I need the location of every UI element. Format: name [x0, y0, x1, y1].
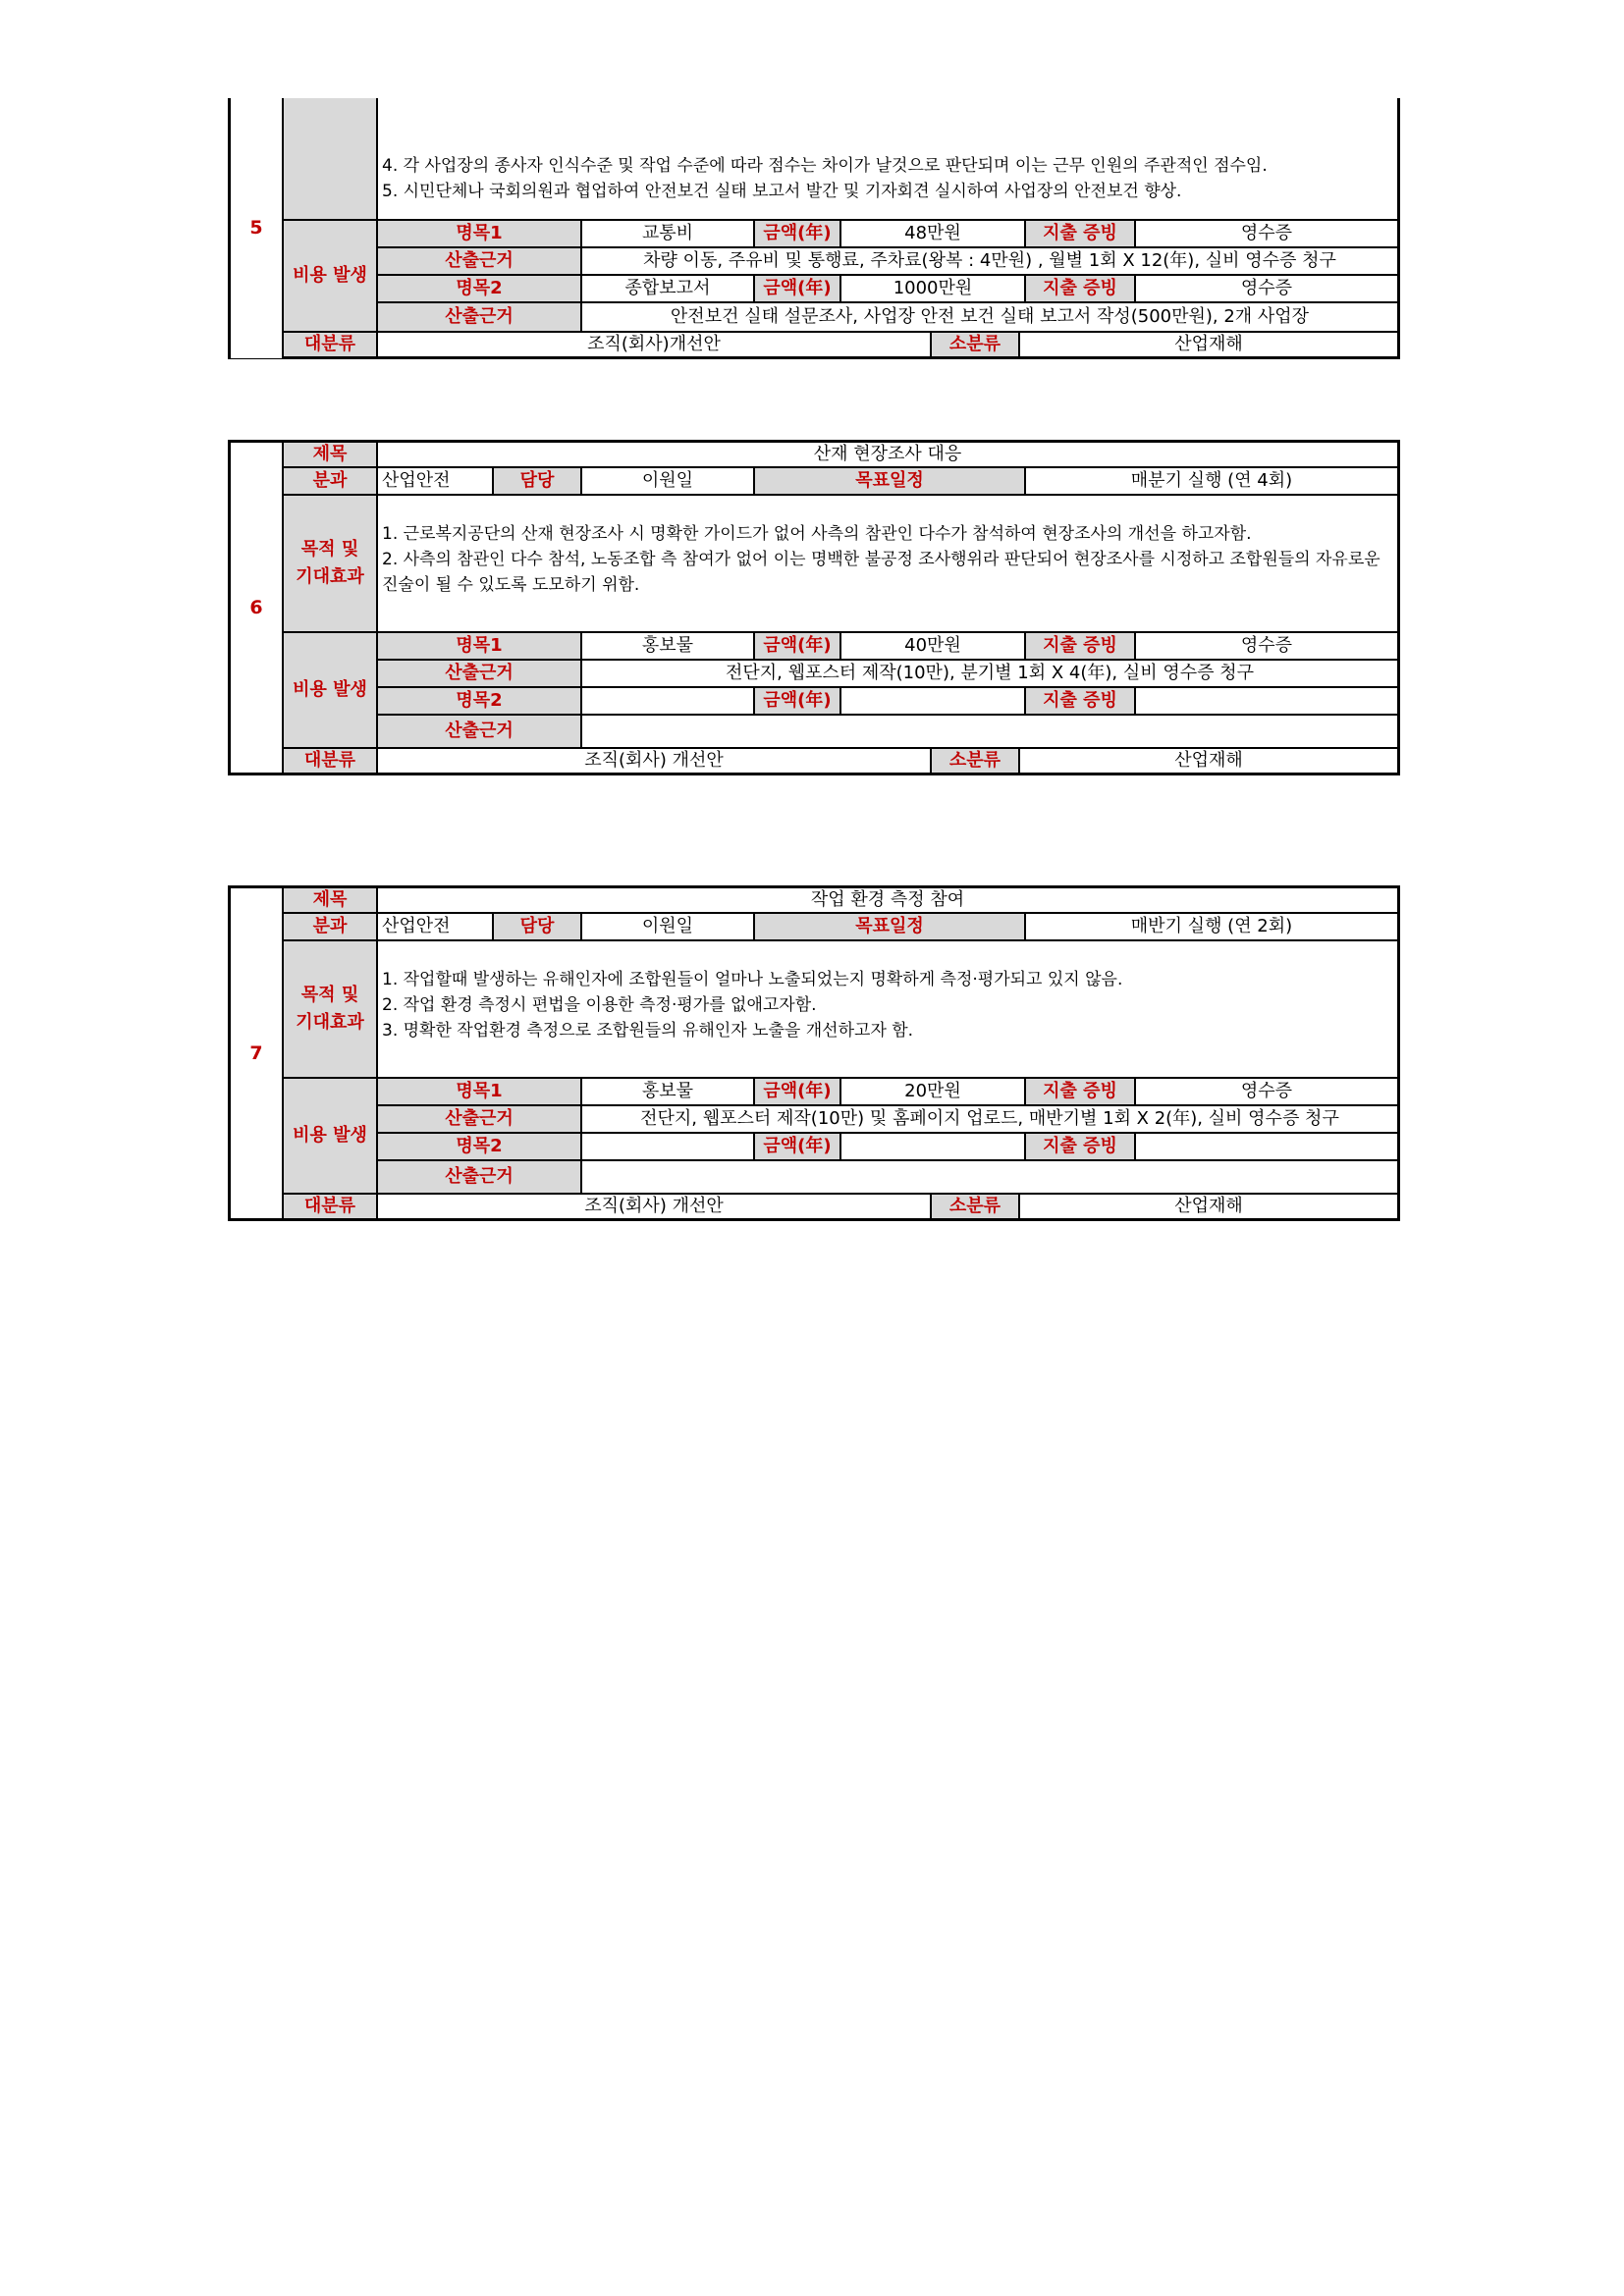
- purpose-text: [377, 940, 1400, 1078]
- amount2-label: 금액(年): [754, 687, 840, 715]
- basis2-value: [581, 715, 1400, 748]
- proof2-label: 지출 증빙: [1025, 687, 1135, 715]
- major-label: 대분류: [283, 1194, 377, 1221]
- basis2-label: 산출근거: [377, 1160, 581, 1194]
- purpose-label-cell: [283, 98, 377, 220]
- basis1-label: 산출근거: [377, 1105, 581, 1133]
- proof1-label: 지출 증빙: [1025, 220, 1135, 247]
- schedule-label: 목표일정: [754, 467, 1025, 495]
- dept-value: 산업안전: [377, 913, 493, 940]
- major-label: 대분류: [283, 332, 377, 359]
- item-block-6: [228, 440, 1400, 775]
- purpose-label: [283, 940, 377, 1078]
- amount1-label: 금액(年): [754, 632, 840, 660]
- proof2-value: [1135, 687, 1400, 715]
- item2-value: [581, 687, 754, 715]
- major-value: 조직(회사)개선안: [377, 332, 931, 359]
- item-block-7: [228, 885, 1400, 1221]
- proof1-value: 영수증: [1135, 632, 1400, 660]
- schedule-label: 목표일정: [754, 913, 1025, 940]
- amount2-label: 금액(年): [754, 275, 840, 302]
- cost-label: 비용 발생: [283, 220, 377, 332]
- item-number: 6: [228, 440, 283, 775]
- schedule-value: 매분기 실행 (연 4회): [1025, 467, 1400, 495]
- major-label: 대분류: [283, 748, 377, 775]
- purpose-line: 5. 시민단체나 국회의원과 협업하여 안전보건 실태 보고서 발간 및 기자회견 실시하여 사업장의 안전보건 향상.: [382, 182, 1182, 201]
- item1-value: 교통비: [581, 220, 754, 247]
- owner-label: 담당: [493, 913, 581, 940]
- basis1-label: 산출근거: [377, 660, 581, 687]
- basis1-value: 차량 이동, 주유비 및 통행료, 주차료(왕복 : 4만원) , 월별 1회 X 12(年), 실비 영수증 청구: [581, 247, 1400, 275]
- cost-label: 비용 발생: [283, 632, 377, 748]
- purpose-label-line1: 목적 및: [300, 985, 359, 1005]
- purpose-line: 2. 작업 환경 측정시 편법을 이용한 측정·평가를 없애고자함.: [382, 995, 817, 1015]
- amount2-value: [840, 1133, 1025, 1160]
- basis2-value: [581, 1160, 1400, 1194]
- purpose-label-line2: 기대효과: [296, 1012, 364, 1033]
- basis1-label: 산출근거: [377, 247, 581, 275]
- basis2-label: 산출근거: [377, 302, 581, 332]
- owner-value: 이원일: [581, 467, 754, 495]
- purpose-text: [377, 495, 1400, 632]
- minor-value: 산업재해: [1019, 1194, 1400, 1221]
- major-value: 조직(회사) 개선안: [377, 748, 931, 775]
- item1-label: 명목1: [377, 1078, 581, 1105]
- minor-label: 소분류: [931, 1194, 1019, 1221]
- dept-label: 분과: [283, 913, 377, 940]
- proof1-value: 영수증: [1135, 1078, 1400, 1105]
- item1-value: 홍보물: [581, 632, 754, 660]
- purpose-label-line1: 목적 및: [300, 539, 359, 560]
- minor-value: 산업재해: [1019, 748, 1400, 775]
- purpose-line: 2. 사측의 참관인 다수 참석, 노동조합 측 참여가 없어 이는 명백한 불공정 조사행위라 판단되어 현장조사를 시정하고 조합원들의 자유로운 진술이 될 수 있도록 도모하기 위함.: [382, 550, 1380, 595]
- proof1-value: 영수증: [1135, 220, 1400, 247]
- purpose-line: 3. 명확한 작업환경 측정으로 조합원들의 유해인자 노출을 개선하고자 함.: [382, 1021, 914, 1041]
- title-value: 작업 환경 측정 참여: [377, 885, 1400, 913]
- proof1-label: 지출 증빙: [1025, 632, 1135, 660]
- amount1-value: 20만원: [840, 1078, 1025, 1105]
- title-value: 산재 현장조사 대응: [377, 440, 1400, 467]
- title-label: 제목: [283, 885, 377, 913]
- item-number: 7: [228, 885, 283, 1221]
- item1-label: 명목1: [377, 632, 581, 660]
- amount1-label: 금액(年): [754, 1078, 840, 1105]
- cost-label: 비용 발생: [283, 1078, 377, 1194]
- item2-label: 명목2: [377, 275, 581, 302]
- purpose-label-line2: 기대효과: [296, 566, 364, 587]
- amount2-label: 금액(年): [754, 1133, 840, 1160]
- basis2-value: 안전보건 실태 설문조사, 사업장 안전 보건 실태 보고서 작성(500만원), 2개 사업장: [581, 302, 1400, 332]
- proof2-value: [1135, 1133, 1400, 1160]
- title-label: 제목: [283, 440, 377, 467]
- purpose-label: [283, 495, 377, 632]
- owner-label: 담당: [493, 467, 581, 495]
- proof2-label: 지출 증빙: [1025, 1133, 1135, 1160]
- minor-label: 소분류: [931, 748, 1019, 775]
- item1-label: 명목1: [377, 220, 581, 247]
- purpose-line: 1. 작업할때 발생하는 유해인자에 조합원들이 얼마나 노출되었는지 명확하게 측정·평가되고 있지 않음.: [382, 970, 1123, 989]
- dept-label: 분과: [283, 467, 377, 495]
- item2-value: 종합보고서: [581, 275, 754, 302]
- item1-value: 홍보물: [581, 1078, 754, 1105]
- item2-value: [581, 1133, 754, 1160]
- item-number: 5: [228, 98, 283, 359]
- proof2-label: 지출 증빙: [1025, 275, 1135, 302]
- amount2-value: 1000만원: [840, 275, 1025, 302]
- proof1-label: 지출 증빙: [1025, 1078, 1135, 1105]
- minor-value: 산업재해: [1019, 332, 1400, 359]
- purpose-text: [377, 98, 1400, 220]
- purpose-line: 1. 근로복지공단의 산재 현장조사 시 명확한 가이드가 없어 사측의 참관인 다수가 참석하여 현장조사의 개선을 하고자함.: [382, 524, 1252, 544]
- item2-label: 명목2: [377, 687, 581, 715]
- schedule-value: 매반기 실행 (연 2회): [1025, 913, 1400, 940]
- purpose-line: 4. 각 사업장의 종사자 인식수준 및 작업 수준에 따라 점수는 차이가 날것으로 판단되며 이는 근무 인원의 주관적인 점수임.: [382, 156, 1268, 176]
- minor-label: 소분류: [931, 332, 1019, 359]
- amount1-label: 금액(年): [754, 220, 840, 247]
- proof2-value: 영수증: [1135, 275, 1400, 302]
- item-block-5: [228, 98, 1400, 359]
- amount2-value: [840, 687, 1025, 715]
- basis1-value: 전단지, 웹포스터 제작(10만), 분기별 1회 X 4(年), 실비 영수증 청구: [581, 660, 1400, 687]
- major-value: 조직(회사) 개선안: [377, 1194, 931, 1221]
- basis1-value: 전단지, 웹포스터 제작(10만) 및 홈페이지 업로드, 매반기별 1회 X 2(年), 실비 영수증 청구: [581, 1105, 1400, 1133]
- basis2-label: 산출근거: [377, 715, 581, 748]
- item2-label: 명목2: [377, 1133, 581, 1160]
- amount1-value: 40만원: [840, 632, 1025, 660]
- amount1-value: 48만원: [840, 220, 1025, 247]
- dept-value: 산업안전: [377, 467, 493, 495]
- owner-value: 이원일: [581, 913, 754, 940]
